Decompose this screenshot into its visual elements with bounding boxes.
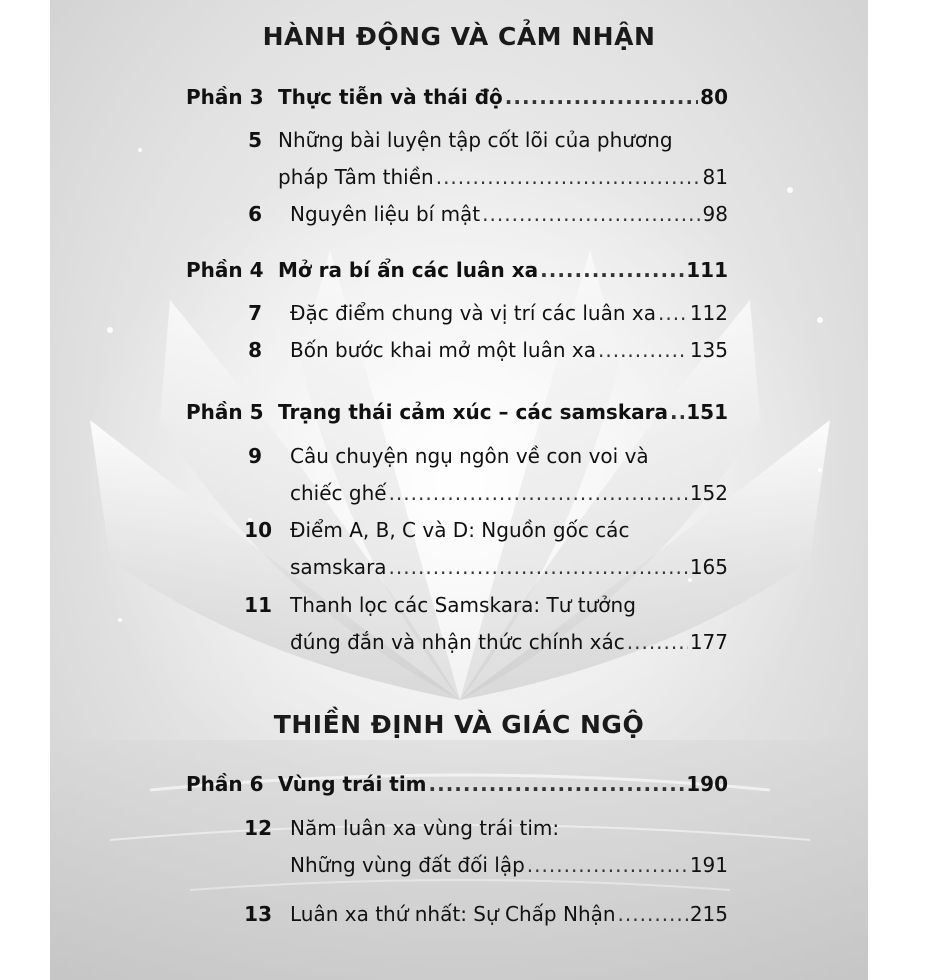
part-label: Phần 6	[186, 772, 264, 796]
part-title: Mở ra bí ẩn các luân xa	[278, 258, 539, 282]
part-label: Phần 4	[186, 258, 264, 282]
chapter-title-line2: Những vùng đất đối lập	[290, 853, 525, 877]
toc-entry-part-3[interactable]	[278, 85, 728, 109]
chapter-title: Luân xa thứ nhất: Sự Chấp Nhận	[290, 902, 616, 926]
chapter-title-line1[interactable]: Câu chuyện ngụ ngôn về con voi và	[290, 444, 649, 468]
chapter-number: 6	[248, 202, 262, 226]
part-title: Trạng thái cảm xúc – các samskara	[278, 400, 668, 424]
chapter-title-line2: samskara	[290, 555, 387, 579]
chapter-title-line2: pháp Tâm thiền	[278, 165, 434, 189]
chapter-title-line1[interactable]: Thanh lọc các Samskara: Tư tưởng	[290, 593, 636, 617]
chapter-number: 10	[244, 518, 272, 542]
page-number: 112	[689, 301, 728, 325]
toc-entry-chapter-10[interactable]	[290, 555, 728, 579]
chapter-title-line1[interactable]: Năm luân xa vùng trái tim:	[290, 816, 560, 840]
toc-entry-chapter-12[interactable]	[290, 853, 728, 877]
page-number: 165	[689, 555, 728, 579]
dot-leader	[618, 902, 688, 926]
part-title: Vùng trái tim	[278, 772, 427, 796]
page-number: 215	[689, 902, 728, 926]
part-label: Phần 3	[186, 85, 264, 109]
page-number: 191	[689, 853, 728, 877]
dot-leader	[670, 400, 684, 424]
toc-entry-part-4[interactable]	[278, 258, 728, 282]
toc-entry-chapter-5[interactable]	[278, 165, 728, 189]
dot-leader	[627, 630, 688, 654]
chapter-title: Đặc điểm chung và vị trí các luân xa	[290, 301, 656, 325]
chapter-number: 9	[248, 444, 262, 468]
chapter-title: Bốn bước khai mở một luân xa	[290, 338, 596, 362]
section-heading: HÀNH ĐỘNG VÀ CẢM NHẬN	[262, 22, 656, 51]
dot-leader	[505, 85, 698, 109]
page-number: 81	[702, 165, 728, 189]
page-number: 190	[686, 772, 728, 796]
page-number: 98	[702, 202, 728, 226]
chapter-title-line1[interactable]: Điểm A, B, C và D: Nguồn gốc các	[290, 518, 630, 542]
toc-entry-chapter-13[interactable]	[290, 902, 728, 926]
toc-entry-part-5[interactable]	[278, 400, 728, 424]
page-number: 152	[689, 481, 728, 505]
dot-leader	[389, 481, 688, 505]
chapter-title-line1[interactable]: Những bài luyện tập cốt lõi của phương	[278, 128, 673, 152]
toc-entry-chapter-9[interactable]	[290, 481, 728, 505]
chapter-title-line2: chiếc ghế	[290, 481, 387, 505]
page-number: 80	[700, 85, 728, 109]
page-number: 177	[689, 630, 728, 654]
page-number: 135	[689, 338, 728, 362]
toc-entry-chapter-11[interactable]	[290, 630, 728, 654]
chapter-number: 11	[244, 593, 272, 617]
chapter-number: 5	[248, 128, 262, 152]
chapter-number: 12	[244, 816, 272, 840]
part-label: Phần 5	[186, 400, 264, 424]
toc-page	[50, 0, 868, 980]
part-title: Thực tiễn và thái độ	[278, 85, 503, 109]
chapter-number: 13	[244, 902, 272, 926]
toc-entry-chapter-7[interactable]	[290, 301, 728, 325]
dot-leader	[540, 258, 684, 282]
dot-leader	[436, 165, 701, 189]
chapter-title: Nguyên liệu bí mật	[290, 202, 481, 226]
page-number: 111	[686, 258, 728, 282]
page-number: 151	[686, 400, 728, 424]
dot-leader	[482, 202, 700, 226]
dot-leader	[658, 301, 688, 325]
toc-entry-chapter-8[interactable]	[290, 338, 728, 362]
chapter-number: 7	[248, 301, 262, 325]
dot-leader	[598, 338, 688, 362]
toc-entry-part-6[interactable]	[278, 772, 728, 796]
chapter-title-line2: đúng đắn và nhận thức chính xác	[290, 630, 625, 654]
dot-leader	[429, 772, 685, 796]
toc-entry-chapter-6[interactable]	[290, 202, 728, 226]
dot-leader	[527, 853, 688, 877]
chapter-number: 8	[248, 338, 262, 362]
section-heading: THIỀN ĐỊNH VÀ GIÁC NGỘ	[273, 710, 645, 739]
dot-leader	[389, 555, 688, 579]
